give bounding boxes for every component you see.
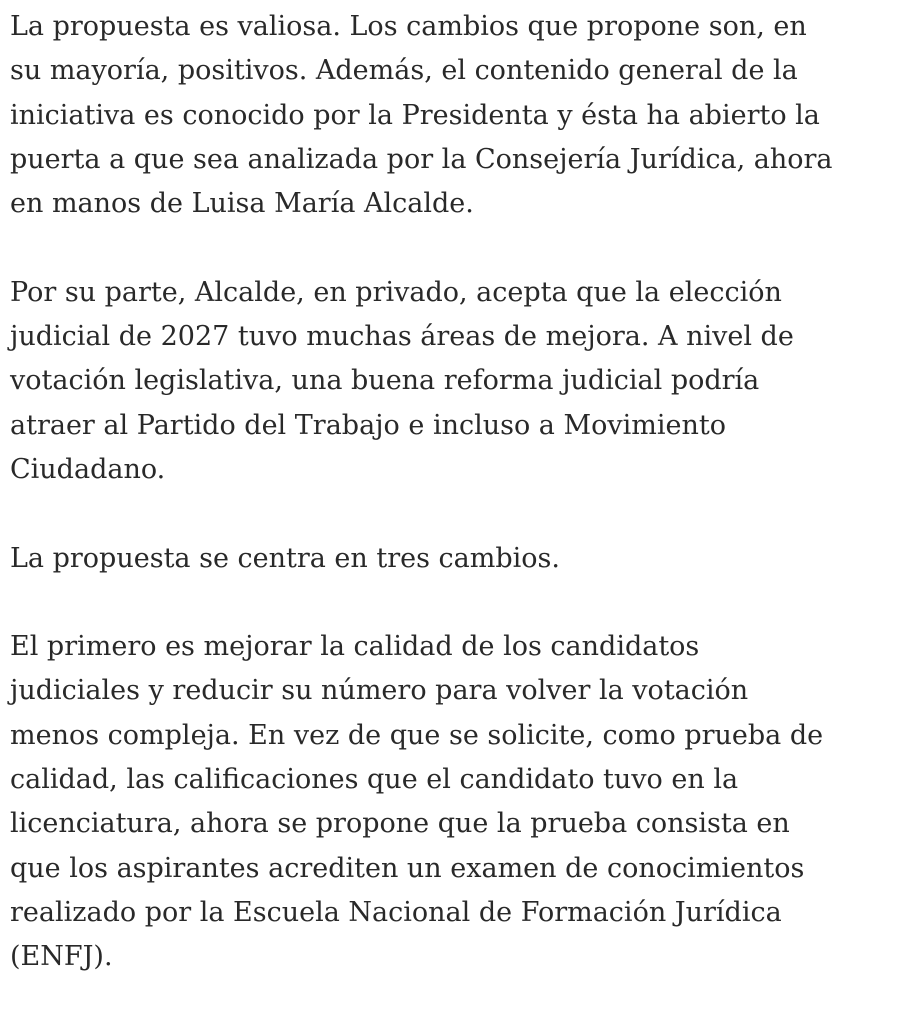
text-line: realizado por la Escuela Nacional de Formación Jurídica bbox=[10, 896, 782, 928]
text-line: judiciales y reducir su número para volver la votación bbox=[10, 675, 749, 707]
text-line: en manos de Luisa María Alcalde. bbox=[10, 188, 474, 220]
text-line: puerta a que sea analizada por la Consejería Jurídica, ahora bbox=[10, 143, 833, 175]
text-line: iniciativa es conocido por la Presidenta y ésta ha abierto la bbox=[10, 99, 820, 131]
text-line: Por su parte, Alcalde, en privado, acepta que la elección bbox=[10, 276, 782, 308]
text-line: licenciatura, ahora se propone que la prueba consista en bbox=[10, 808, 790, 840]
paragraph-1 bbox=[10, 5, 916, 226]
text-line: menos compleja. En vez de que se solicite, como prueba de bbox=[10, 719, 824, 751]
text-line: Ciudadano. bbox=[10, 453, 166, 485]
paragraph-3 bbox=[10, 537, 916, 581]
text-line: atraer al Partido del Trabajo e incluso a Movimiento bbox=[10, 409, 726, 441]
text-line: La propuesta se centra en tres cambios. bbox=[10, 542, 560, 574]
text-line: su mayoría, positivos. Además, el contenido general de la bbox=[10, 55, 798, 87]
paragraph-2 bbox=[10, 271, 916, 492]
text-line: calidad, las calificaciones que el candidato tuvo en la bbox=[10, 764, 739, 796]
text-line: El primero es mejorar la calidad de los candidatos bbox=[10, 631, 700, 663]
text-line: judicial de 2027 tuvo muchas áreas de mejora. A nivel de bbox=[10, 321, 794, 353]
text-line: La propuesta es valiosa. Los cambios que propone son, en bbox=[10, 11, 807, 42]
text-line: que los aspirantes acrediten un examen de conocimientos bbox=[10, 852, 805, 884]
text-line: votación legislativa, una buena reforma judicial podría bbox=[10, 365, 760, 397]
text-line: (ENFJ). bbox=[10, 941, 113, 973]
paragraph-4 bbox=[10, 625, 916, 979]
